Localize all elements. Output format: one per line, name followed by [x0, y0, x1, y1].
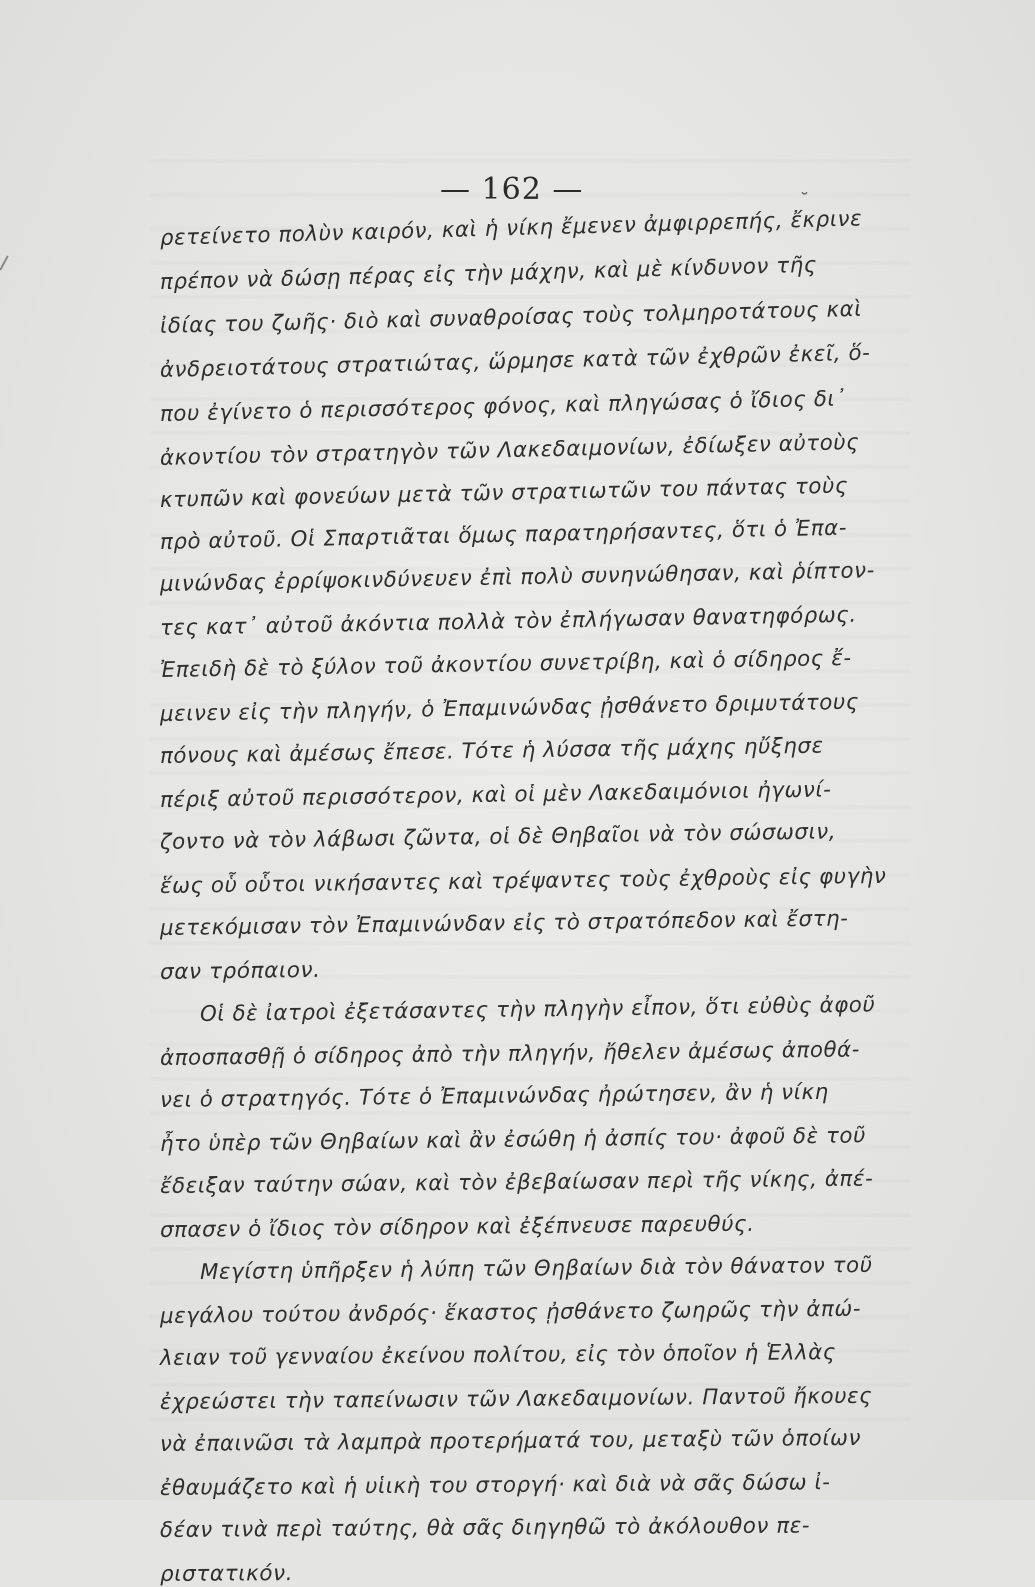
- text-line: σαν τρόπαιον.: [159, 957, 321, 985]
- text-line: ἕως οὗ οὗτοι νικήσαντες καὶ τρέψαντες τοὺς ἐχθροὺς εἰς φυγὴν: [159, 863, 887, 899]
- text-line: Ἐπειδὴ δὲ τὸ ξύλον τοῦ ἀκοντίου συνετρίβη, καὶ ὁ σίδηρος ἔ-: [159, 645, 852, 683]
- text-line: ἐχρεώστει τὴν ταπείνωσιν τῶν Λακεδαιμονίων. Παντοῦ ἤκουες: [159, 1383, 873, 1415]
- text-line: ἀποσπασθῇ ὁ σίδηρος ἀπὸ τὴν πληγήν, ἤθελεν ἀμέσως ἀποθά-: [159, 1037, 861, 1071]
- text-line: πόνους καὶ ἀμέσως ἔπεσε. Τότε ἡ λύσσα τῆς μάχης ηὔξησε: [159, 733, 824, 769]
- text-line: ριστατικόν.: [159, 1561, 294, 1587]
- text-line: ἦτο ὑπὲρ τῶν Θηβαίων καὶ ἂν ἐσώθη ἡ ἀσπίς του· ἀφοῦ δὲ τοῦ: [159, 1123, 867, 1157]
- text-line: ἔδειξαν ταύτην σώαν, καὶ τὸν ἐβεβαίωσαν περὶ τῆς νίκης, ἀπέ-: [159, 1166, 874, 1199]
- text-line: μεγάλου τούτου ἀνδρός· ἕκαστος ᾐσθάνετο ζωηρῶς τὴν ἀπώ-: [159, 1296, 862, 1329]
- text-line: λειαν τοῦ γενναίου ἐκείνου πολίτου, εἰς τὸν ὁποῖον ἡ Ἑλλὰς: [159, 1340, 837, 1371]
- text-line: ἰδίας του ζωῆς· διὸ καὶ συναθροίσας τοὺς τολμηροτάτους καὶ: [159, 296, 863, 339]
- text-line: μεινεν εἰς τὴν πληγήν, ὁ Ἐπαμινώνδας ᾐσθάνετο δριμυτάτους: [159, 689, 860, 727]
- text-line: κτυπῶν καὶ φονεύων μετὰ τῶν στρατιωτῶν του πάντας τοὺς: [159, 473, 849, 513]
- text-line: που ἐγίνετο ὁ περισσότερος φόνος, καὶ πληγώσας ὁ ἴδιος δι᾿: [159, 386, 847, 427]
- text-line: ἀκοντίου τὸν στρατηγὸν τῶν Λακεδαιμονίων, ἐδίωξεν αὐτοὺς: [159, 430, 860, 471]
- text-line: νει ὁ στρατηγός. Τότε ὁ Ἐπαμινώνδας ἠρώτησεν, ἂν ἡ νίκη: [159, 1079, 829, 1113]
- text-line: πρέπον νὰ δώσῃ πέρας εἰς τὴν μάχην, καὶ μὲ κίνδυνον τῆς: [159, 252, 818, 295]
- text-line: νὰ ἐπαινῶσι τὰ λαμπρὰ προτερήματά του, μεταξὺ τῶν ὁποίων: [159, 1425, 862, 1457]
- top-mark: ˘: [800, 190, 809, 211]
- text-line: ζοντο νὰ τὸν λάβωσι ζῶντα, οἱ δὲ Θηβαῖοι νὰ τὸν σώσωσιν,: [159, 819, 837, 855]
- margin-mark: [0, 255, 9, 270]
- text-line: τες κατ᾿ αὐτοῦ ἀκόντια πολλὰ τὸν ἐπλήγωσαν θανατηφόρως.: [159, 602, 857, 641]
- text-line: Μεγίστη ὑπῆρξεν ἡ λύπη τῶν Θηβαίων διὰ τὸν θάνατον τοῦ: [199, 1252, 873, 1285]
- text-line: ρετείνετο πολὺν καιρόν, καὶ ἡ νίκη ἔμενεν ἀμφιρρεπής, ἔκρινε: [159, 206, 863, 251]
- text-line: μινώνδας ἐρρίψοκινδύνευεν ἐπὶ πολὺ συνηνώθησαν, καὶ ῥίπτον-: [159, 558, 876, 597]
- text-line: πέριξ αὐτοῦ περισσότερον, καὶ οἱ μὲν Λακεδαιμόνιοι ἠγωνί-: [159, 777, 832, 813]
- page-number: — 162 —: [440, 172, 584, 207]
- text-line: μετεκόμισαν τὸν Ἐπαμινώνδαν εἰς τὸ στρατόπεδον καὶ ἔστη-: [159, 906, 849, 941]
- text-line: Οἱ δὲ ἰατροὶ ἐξετάσαντες τὴν πληγὴν εἶπον, ὅτι εὐθὺς ἀφοῦ: [199, 992, 876, 1027]
- text-line: δέαν τινὰ περὶ ταύτης, θὰ σᾶς διηγηθῶ τὸ ἀκόλουθον πε-: [159, 1513, 811, 1543]
- text-line: ἐθαυμάζετο καὶ ἡ υἱικὴ του στοργή· καὶ διὰ νὰ σᾶς δώσω ἰ-: [159, 1470, 831, 1501]
- text-line: πρὸ αὐτοῦ. Οἱ Σπαρτιᾶται ὅμως παρατηρήσαντες, ὅτι ὁ Ἐπα-: [159, 515, 848, 555]
- text-line: ἀνδρειοτάτους στρατιώτας, ὥρμησε κατὰ τῶν ἐχθρῶν ἐκεῖ, ὅ-: [159, 340, 871, 383]
- text-line: σπασεν ὁ ἴδιος τὸν σίδηρον καὶ ἐξέπνευσε παρευθύς.: [159, 1211, 755, 1243]
